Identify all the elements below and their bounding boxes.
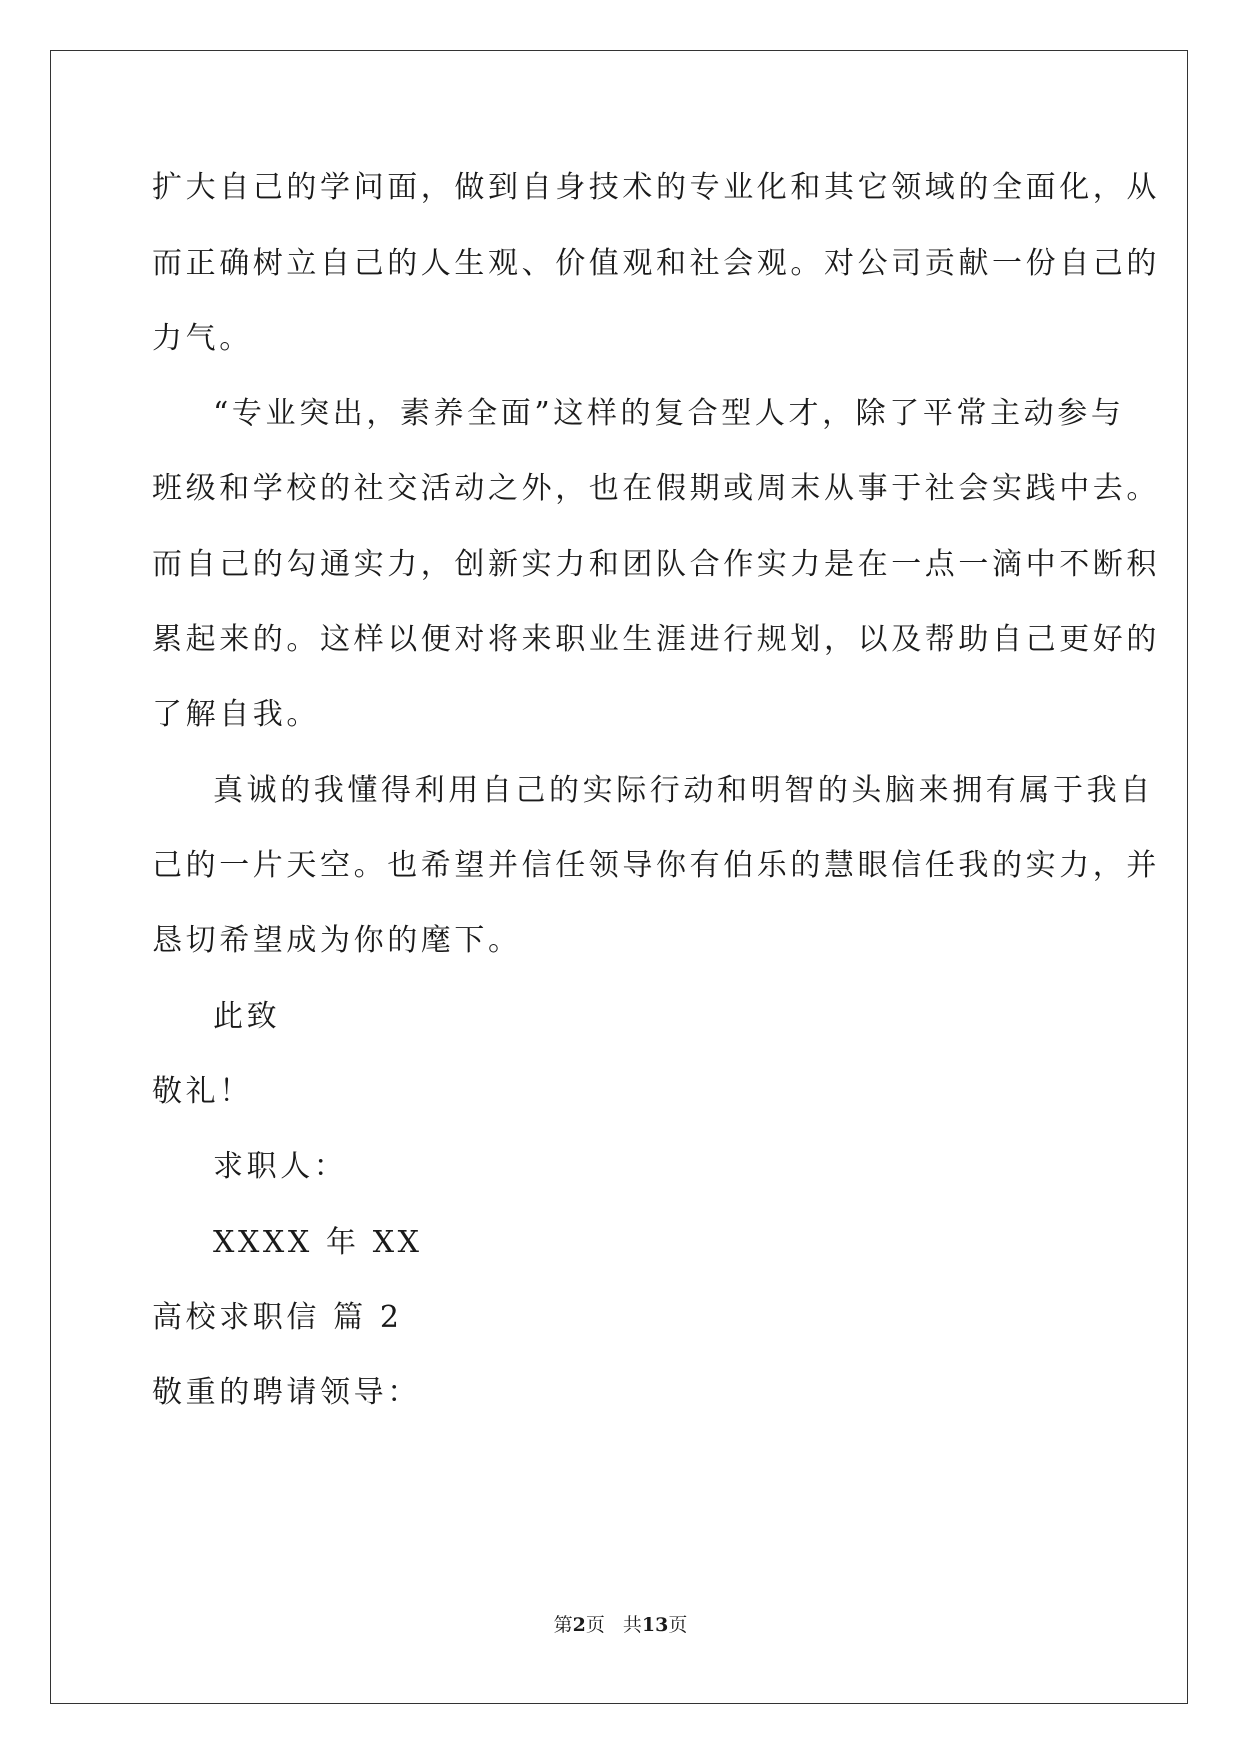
- body-line: 扩大自己的学问面，做到自身技术的专业化和其它领域的全面化，从: [152, 170, 1160, 205]
- body-line: “专业突出，素养全面”这样的复合型人才，除了平常主动参与: [213, 396, 1125, 431]
- greeting: 敬重的聘请领导：: [152, 1375, 421, 1410]
- total-suffix: 页: [668, 1614, 688, 1636]
- page-suffix: 页: [585, 1614, 605, 1636]
- body-line: 而自己的勾通实力，创新实力和团队合作实力是在一点一滴中不断积: [152, 547, 1160, 582]
- page-current: 2: [572, 1614, 586, 1636]
- total-prefix: 共: [622, 1614, 642, 1636]
- body-line: 了解自我。: [152, 697, 320, 732]
- letter-date: XXXX 年 XX: [213, 1225, 423, 1260]
- body-line: 真诚的我懂得利用自己的实际行动和明智的头脑来拥有属于我自: [213, 773, 1154, 808]
- body-line: 而正确树立自己的人生观、价值观和社会观。对公司贡献一份自己的: [152, 246, 1160, 281]
- body-line: 累起来的。这样以便对将来职业生涯进行规划，以及帮助自己更好的: [152, 622, 1160, 657]
- body-line: 己的一片天空。也希望并信任领导你有伯乐的慧眼信任我的实力，并: [152, 848, 1160, 883]
- closing-salutation: 此致: [213, 999, 281, 1034]
- page-prefix: 第: [553, 1614, 573, 1636]
- page-footer: [0, 1612, 1241, 1638]
- closing-regards: 敬礼！: [152, 1074, 253, 1109]
- body-line: 力气。: [152, 321, 253, 356]
- page-total: 13: [641, 1614, 669, 1636]
- applicant-signature: 求职人：: [213, 1149, 348, 1184]
- body-line: 班级和学校的社交活动之外，也在假期或周末从事于社会实践中去。: [152, 471, 1160, 506]
- body-line: 恳切希望成为你的麾下。: [152, 923, 522, 958]
- section-heading: 高校求职信 篇 2: [152, 1300, 403, 1335]
